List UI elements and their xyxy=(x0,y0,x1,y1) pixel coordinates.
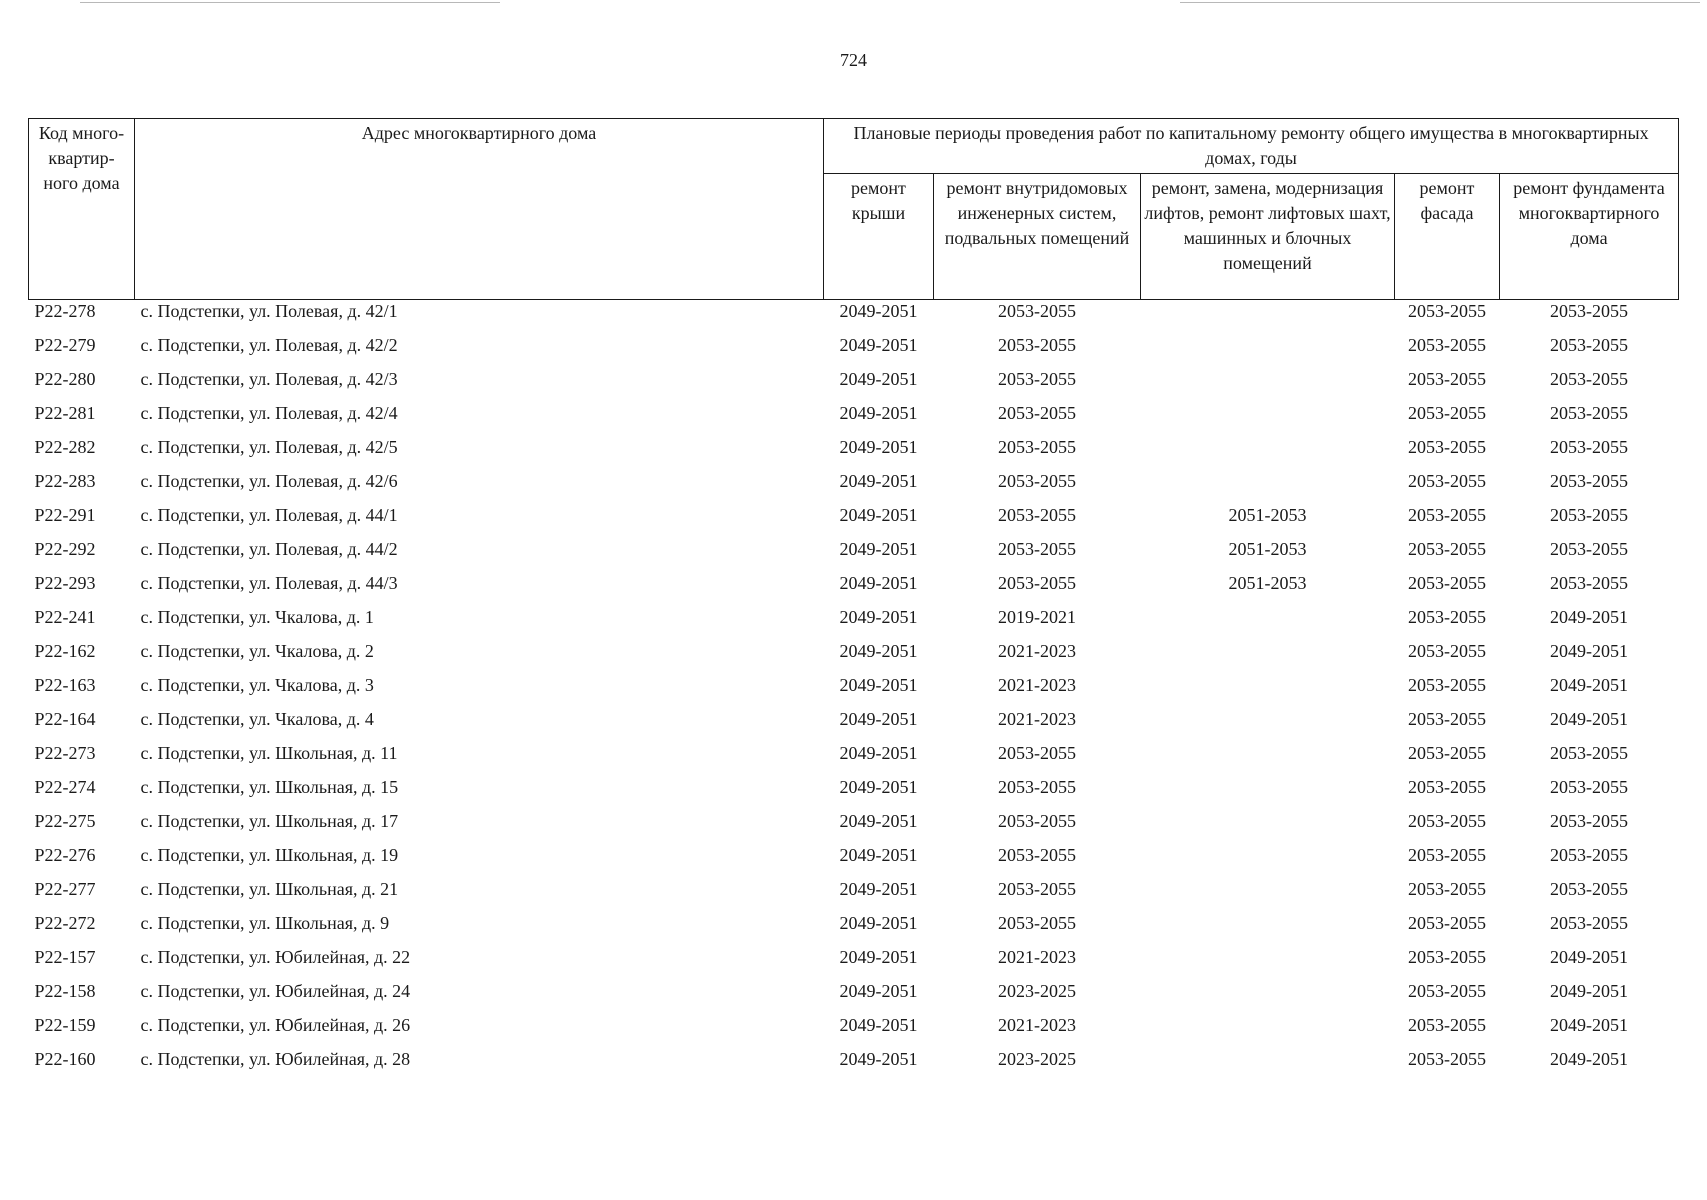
cell-roof: 2049-2051 xyxy=(839,607,918,627)
cell-engineering: 2053-2055 xyxy=(998,403,1076,423)
cell-code: Р22-159 xyxy=(34,1015,96,1035)
scan-artifact-line xyxy=(80,2,500,3)
table-row xyxy=(29,708,1679,742)
cell-roof: 2049-2051 xyxy=(839,403,918,423)
cell-foundation: 2049-2051 xyxy=(1550,1049,1629,1069)
cell-roof: 2049-2051 xyxy=(839,947,918,967)
cell-lifts xyxy=(1141,708,1395,742)
table-row xyxy=(29,538,1679,572)
cell-address: с. Подстепки, ул. Полевая, д. 42/3 xyxy=(140,369,398,389)
cell-engineering: 2053-2055 xyxy=(998,777,1076,797)
cell-address: с. Подстепки, ул. Юбилейная, д. 24 xyxy=(140,981,411,1001)
cell-roof: 2049-2051 xyxy=(839,913,918,933)
cell-address: с. Подстепки, ул. Школьная, д. 17 xyxy=(140,811,399,831)
cell-code: Р22-279 xyxy=(34,335,96,355)
table-row xyxy=(29,1048,1679,1082)
cell-lifts xyxy=(1141,878,1395,912)
cell-lifts xyxy=(1141,436,1395,470)
cell-engineering: 2053-2055 xyxy=(998,743,1076,763)
cell-address: с. Подстепки, ул. Полевая, д. 42/4 xyxy=(140,403,398,423)
table-row xyxy=(29,844,1679,878)
table-row xyxy=(29,810,1679,844)
cell-engineering: 2053-2055 xyxy=(998,913,1076,933)
table-row xyxy=(29,674,1679,708)
cell-roof: 2049-2051 xyxy=(839,879,918,899)
cell-foundation: 2053-2055 xyxy=(1550,777,1629,797)
cell-roof: 2049-2051 xyxy=(839,981,918,1001)
cell-facade: 2053-2055 xyxy=(1408,947,1486,967)
page-number: 724 xyxy=(840,50,867,70)
cell-foundation: 2049-2051 xyxy=(1550,947,1629,967)
header-facade: ремонт фасада xyxy=(1395,174,1500,300)
table-row xyxy=(29,1014,1679,1048)
cell-lifts xyxy=(1141,334,1395,368)
cell-address: с. Подстепки, ул. Полевая, д. 42/2 xyxy=(140,335,398,355)
cell-engineering: 2021-2023 xyxy=(998,709,1076,729)
cell-engineering: 2053-2055 xyxy=(998,335,1076,355)
cell-address: с. Подстепки, ул. Полевая, д. 44/2 xyxy=(140,539,398,559)
cell-roof: 2049-2051 xyxy=(839,539,918,559)
cell-facade: 2053-2055 xyxy=(1408,709,1486,729)
cell-lifts xyxy=(1141,742,1395,776)
cell-address: с. Подстепки, ул. Полевая, д. 42/5 xyxy=(140,437,398,457)
cell-address: с. Подстепки, ул. Полевая, д. 44/3 xyxy=(140,573,398,593)
scan-artifact-line xyxy=(1180,2,1700,3)
cell-address: с. Подстепки, ул. Чкалова, д. 3 xyxy=(140,675,374,695)
cell-lifts xyxy=(1141,300,1395,335)
cell-engineering: 2053-2055 xyxy=(998,369,1076,389)
cell-code: Р22-292 xyxy=(34,539,96,559)
cell-engineering: 2053-2055 xyxy=(998,811,1076,831)
cell-code: Р22-282 xyxy=(34,437,96,457)
cell-foundation: 2053-2055 xyxy=(1550,471,1629,491)
table-row xyxy=(29,878,1679,912)
cell-lifts xyxy=(1141,912,1395,946)
table-row xyxy=(29,912,1679,946)
cell-facade: 2053-2055 xyxy=(1408,607,1486,627)
cell-engineering: 2053-2055 xyxy=(998,879,1076,899)
cell-roof: 2049-2051 xyxy=(839,641,918,661)
table-row xyxy=(29,776,1679,810)
cell-lifts: 2051-2053 xyxy=(1228,505,1307,525)
table-row xyxy=(29,402,1679,436)
table-row xyxy=(29,980,1679,1014)
cell-code: Р22-276 xyxy=(34,845,96,865)
cell-lifts xyxy=(1141,980,1395,1014)
cell-facade: 2053-2055 xyxy=(1408,811,1486,831)
cell-foundation: 2049-2051 xyxy=(1550,981,1629,1001)
cell-foundation: 2053-2055 xyxy=(1550,845,1629,865)
cell-foundation: 2049-2051 xyxy=(1550,641,1629,661)
cell-foundation: 2053-2055 xyxy=(1550,301,1629,321)
cell-address: с. Подстепки, ул. Полевая, д. 42/1 xyxy=(140,301,398,321)
capital-repair-schedule-table xyxy=(28,118,1679,1082)
cell-address: с. Подстепки, ул. Школьная, д. 15 xyxy=(140,777,399,797)
cell-facade: 2053-2055 xyxy=(1408,301,1486,321)
cell-lifts xyxy=(1141,946,1395,980)
cell-code: Р22-291 xyxy=(34,505,96,525)
table-row xyxy=(29,470,1679,504)
cell-code: Р22-164 xyxy=(34,709,96,729)
cell-engineering: 2053-2055 xyxy=(998,573,1076,593)
cell-facade: 2053-2055 xyxy=(1408,437,1486,457)
cell-facade: 2053-2055 xyxy=(1408,369,1486,389)
cell-foundation: 2049-2051 xyxy=(1550,1015,1629,1035)
cell-roof: 2049-2051 xyxy=(839,709,918,729)
cell-lifts xyxy=(1141,674,1395,708)
cell-engineering: 2053-2055 xyxy=(998,301,1076,321)
cell-code: Р22-241 xyxy=(34,607,96,627)
cell-foundation: 2049-2051 xyxy=(1550,607,1629,627)
cell-code: Р22-281 xyxy=(34,403,96,423)
cell-facade: 2053-2055 xyxy=(1408,743,1486,763)
header-roof: ремонт крыши xyxy=(824,174,934,300)
cell-lifts xyxy=(1141,776,1395,810)
table-body xyxy=(29,300,1679,1083)
table-header xyxy=(29,119,1679,300)
cell-code: Р22-272 xyxy=(34,913,96,933)
cell-engineering: 2021-2023 xyxy=(998,947,1076,967)
cell-roof: 2049-2051 xyxy=(839,845,918,865)
cell-lifts xyxy=(1141,844,1395,878)
cell-address: с. Подстепки, ул. Чкалова, д. 1 xyxy=(140,607,374,627)
cell-facade: 2053-2055 xyxy=(1408,573,1486,593)
cell-roof: 2049-2051 xyxy=(839,777,918,797)
cell-facade: 2053-2055 xyxy=(1408,1015,1486,1035)
cell-facade: 2053-2055 xyxy=(1408,335,1486,355)
cell-lifts xyxy=(1141,402,1395,436)
cell-foundation: 2053-2055 xyxy=(1550,811,1629,831)
cell-lifts xyxy=(1141,1014,1395,1048)
cell-engineering: 2053-2055 xyxy=(998,505,1076,525)
cell-code: Р22-274 xyxy=(34,777,96,797)
table-row xyxy=(29,606,1679,640)
header-code: Код много-квартир-ного дома xyxy=(29,119,135,300)
cell-facade: 2053-2055 xyxy=(1408,539,1486,559)
cell-roof: 2049-2051 xyxy=(839,743,918,763)
header-foundation: ремонт фундамента многоквартирного дома xyxy=(1500,174,1679,300)
cell-facade: 2053-2055 xyxy=(1408,845,1486,865)
cell-foundation: 2053-2055 xyxy=(1550,539,1629,559)
cell-address: с. Подстепки, ул. Школьная, д. 11 xyxy=(140,743,398,763)
cell-roof: 2049-2051 xyxy=(839,811,918,831)
cell-address: с. Подстепки, ул. Школьная, д. 19 xyxy=(140,845,399,865)
cell-engineering: 2023-2025 xyxy=(998,1049,1076,1069)
table-row xyxy=(29,436,1679,470)
cell-foundation: 2049-2051 xyxy=(1550,709,1629,729)
cell-foundation: 2053-2055 xyxy=(1550,743,1629,763)
cell-code: Р22-293 xyxy=(34,573,96,593)
cell-roof: 2049-2051 xyxy=(839,573,918,593)
cell-foundation: 2053-2055 xyxy=(1550,437,1629,457)
header-address: Адрес многоквартирного дома xyxy=(135,119,824,300)
cell-roof: 2049-2051 xyxy=(839,369,918,389)
cell-code: Р22-157 xyxy=(34,947,96,967)
table-row xyxy=(29,640,1679,674)
cell-foundation: 2053-2055 xyxy=(1550,335,1629,355)
cell-address: с. Подстепки, ул. Чкалова, д. 4 xyxy=(140,709,374,729)
cell-roof: 2049-2051 xyxy=(839,437,918,457)
cell-facade: 2053-2055 xyxy=(1408,641,1486,661)
cell-engineering: 2021-2023 xyxy=(998,675,1076,695)
cell-engineering: 2053-2055 xyxy=(998,539,1076,559)
cell-engineering: 2053-2055 xyxy=(998,845,1076,865)
cell-lifts xyxy=(1141,606,1395,640)
cell-roof: 2049-2051 xyxy=(839,301,918,321)
cell-facade: 2053-2055 xyxy=(1408,471,1486,491)
table-row xyxy=(29,368,1679,402)
cell-code: Р22-280 xyxy=(34,369,96,389)
cell-roof: 2049-2051 xyxy=(839,1049,918,1069)
table-row xyxy=(29,946,1679,980)
cell-lifts xyxy=(1141,810,1395,844)
cell-facade: 2053-2055 xyxy=(1408,879,1486,899)
cell-lifts xyxy=(1141,368,1395,402)
table-row xyxy=(29,742,1679,776)
cell-foundation: 2049-2051 xyxy=(1550,675,1629,695)
cell-code: Р22-275 xyxy=(34,811,96,831)
cell-facade: 2053-2055 xyxy=(1408,505,1486,525)
cell-foundation: 2053-2055 xyxy=(1550,369,1629,389)
table-row xyxy=(29,504,1679,538)
cell-code: Р22-163 xyxy=(34,675,96,695)
cell-lifts: 2051-2053 xyxy=(1228,573,1307,593)
cell-lifts xyxy=(1141,640,1395,674)
header-lifts: ремонт, замена, модернизация лифтов, ремонт лифтовых шахт, машинных и блочных помещений xyxy=(1141,174,1395,300)
cell-engineering: 2053-2055 xyxy=(998,471,1076,491)
cell-engineering: 2053-2055 xyxy=(998,437,1076,457)
header-engineering: ремонт внутридомовых инженерных систем, подвальных помещений xyxy=(934,174,1141,300)
cell-foundation: 2053-2055 xyxy=(1550,573,1629,593)
cell-code: Р22-277 xyxy=(34,879,96,899)
cell-code: Р22-162 xyxy=(34,641,96,661)
table-row xyxy=(29,572,1679,606)
cell-engineering: 2023-2025 xyxy=(998,981,1076,1001)
cell-address: с. Подстепки, ул. Школьная, д. 21 xyxy=(140,879,399,899)
cell-facade: 2053-2055 xyxy=(1408,403,1486,423)
table-row xyxy=(29,334,1679,368)
cell-facade: 2053-2055 xyxy=(1408,777,1486,797)
header-planned-periods: Плановые периоды проведения работ по капитальному ремонту общего имущества в многоквартирных домах, годы xyxy=(824,119,1679,174)
cell-lifts xyxy=(1141,1048,1395,1082)
cell-address: с. Подстепки, ул. Чкалова, д. 2 xyxy=(140,641,374,661)
cell-facade: 2053-2055 xyxy=(1408,981,1486,1001)
cell-lifts: 2051-2053 xyxy=(1228,539,1307,559)
cell-address: с. Подстепки, ул. Юбилейная, д. 22 xyxy=(140,947,411,967)
cell-roof: 2049-2051 xyxy=(839,1015,918,1035)
cell-engineering: 2021-2023 xyxy=(998,1015,1076,1035)
cell-address: с. Подстепки, ул. Школьная, д. 9 xyxy=(140,913,390,933)
cell-code: Р22-158 xyxy=(34,981,96,1001)
cell-facade: 2053-2055 xyxy=(1408,1049,1486,1069)
cell-foundation: 2053-2055 xyxy=(1550,505,1629,525)
cell-facade: 2053-2055 xyxy=(1408,913,1486,933)
cell-address: с. Подстепки, ул. Юбилейная, д. 28 xyxy=(140,1049,411,1069)
table-row xyxy=(29,300,1679,335)
cell-engineering: 2021-2023 xyxy=(998,641,1076,661)
cell-code: Р22-160 xyxy=(34,1049,96,1069)
cell-roof: 2049-2051 xyxy=(839,505,918,525)
cell-code: Р22-283 xyxy=(34,471,96,491)
cell-engineering: 2019-2021 xyxy=(998,607,1076,627)
cell-facade: 2053-2055 xyxy=(1408,675,1486,695)
cell-foundation: 2053-2055 xyxy=(1550,913,1629,933)
cell-address: с. Подстепки, ул. Юбилейная, д. 26 xyxy=(140,1015,411,1035)
cell-lifts xyxy=(1141,470,1395,504)
cell-roof: 2049-2051 xyxy=(839,335,918,355)
cell-foundation: 2053-2055 xyxy=(1550,879,1629,899)
cell-address: с. Подстепки, ул. Полевая, д. 42/6 xyxy=(140,471,398,491)
cell-code: Р22-278 xyxy=(34,301,96,321)
cell-roof: 2049-2051 xyxy=(839,471,918,491)
cell-foundation: 2053-2055 xyxy=(1550,403,1629,423)
cell-code: Р22-273 xyxy=(34,743,96,763)
cell-roof: 2049-2051 xyxy=(839,675,918,695)
cell-address: с. Подстепки, ул. Полевая, д. 44/1 xyxy=(140,505,398,525)
